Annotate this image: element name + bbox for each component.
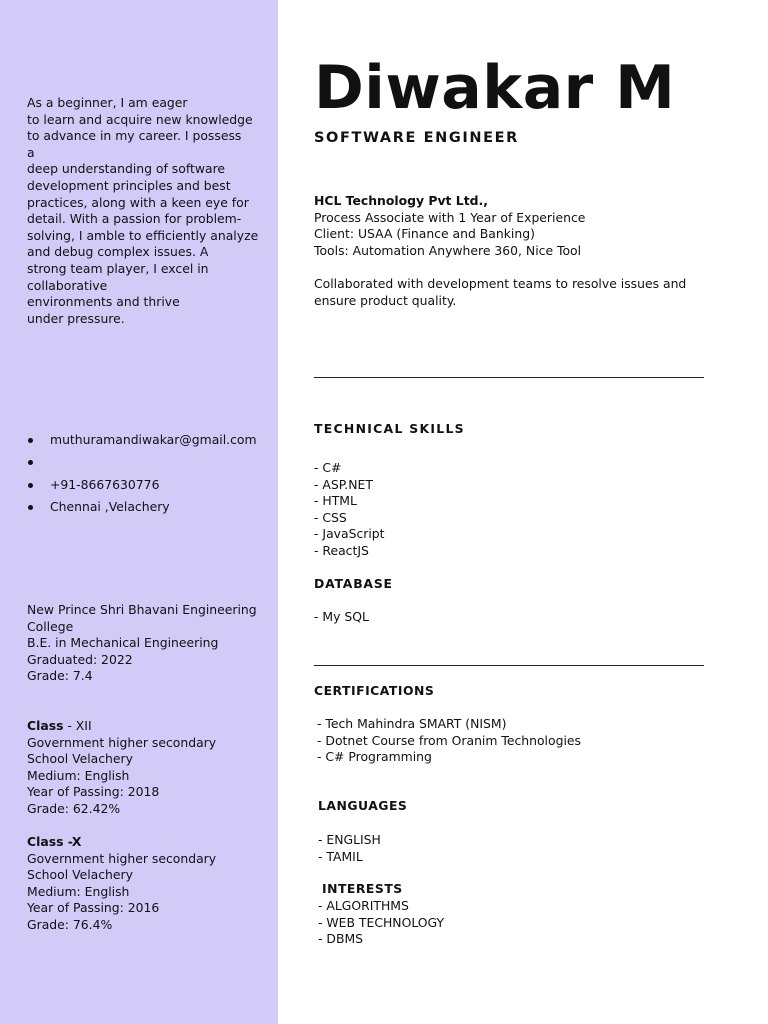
class-12-suffix: - XII xyxy=(63,718,92,733)
interests-heading: INTERESTS xyxy=(322,881,403,896)
database-list: - My SQL xyxy=(314,609,369,624)
section-divider xyxy=(314,377,704,378)
experience-block xyxy=(314,193,734,259)
interests-list: - ALGORITHMS - WEB TECHNOLOGY - DBMS xyxy=(318,898,445,947)
education-college: New Prince Shri Bhavani Engineering College B.E. in Mechanical Engineering Graduated: 2022 Grade: 7.4 xyxy=(27,602,257,684)
class-12-details: Government higher secondary School Velachery Medium: English Year of Passing: 2018 Grade: 62.42% xyxy=(27,734,217,816)
languages-heading: LANGUAGES xyxy=(318,798,408,813)
contact-email[interactable]: muthuramandiwakar@gmail.com xyxy=(27,432,277,454)
job-title: SOFTWARE ENGINEER xyxy=(314,130,519,146)
candidate-name: Diwakar M xyxy=(314,53,676,123)
education-class-10 xyxy=(27,834,272,934)
experience-company: HCL Technology Pvt Ltd., xyxy=(314,193,488,208)
contact-phone[interactable]: +91-8667630776 xyxy=(27,477,277,499)
main-content xyxy=(278,0,768,1024)
class-10-details: Government higher secondary School Velachery Medium: English Year of Passing: 2016 Grade: 76.4% xyxy=(27,850,217,932)
technical-skills-heading: TECHNICAL SKILLS xyxy=(314,421,465,436)
section-divider xyxy=(314,665,704,666)
class-10-label: Class -X xyxy=(27,834,82,849)
experience-description: Collaborated with development teams to resolve issues and ensure product quality. xyxy=(314,276,687,308)
education-class-12 xyxy=(27,718,272,818)
technical-skills-list: - C# - ASP.NET - HTML - CSS - JavaScript - ReactJS xyxy=(314,460,385,558)
class-12-label: Class xyxy=(27,718,64,733)
languages-list: - ENGLISH - TAMIL xyxy=(318,832,381,864)
certifications-heading: CERTIFICATIONS xyxy=(314,683,435,698)
certifications-list: - Tech Mahindra SMART (NISM) - Dotnet Course from Oranim Technologies - C# Programming xyxy=(317,716,581,765)
contact-list xyxy=(27,432,277,522)
experience-details: Process Associate with 1 Year of Experience Client: USAA (Finance and Banking) Tools: Automation Anywhere 360, Nice Tool xyxy=(314,209,586,258)
database-heading: DATABASE xyxy=(314,576,393,591)
contact-location: Chennai ,Velachery xyxy=(27,499,277,521)
profile-summary: As a beginner, I am eager to learn and acquire new knowledge to advance in my career. I possess a deep understanding of software development principles and best practices, along with a keen eye for detail. With a passion for problem- solving, I amble to efficiently analyze and debug complex issues. A strong team player, I excel in collaborative environments and thrive under pressure. xyxy=(27,95,259,326)
sidebar xyxy=(0,0,278,1024)
contact-blank xyxy=(27,454,277,476)
